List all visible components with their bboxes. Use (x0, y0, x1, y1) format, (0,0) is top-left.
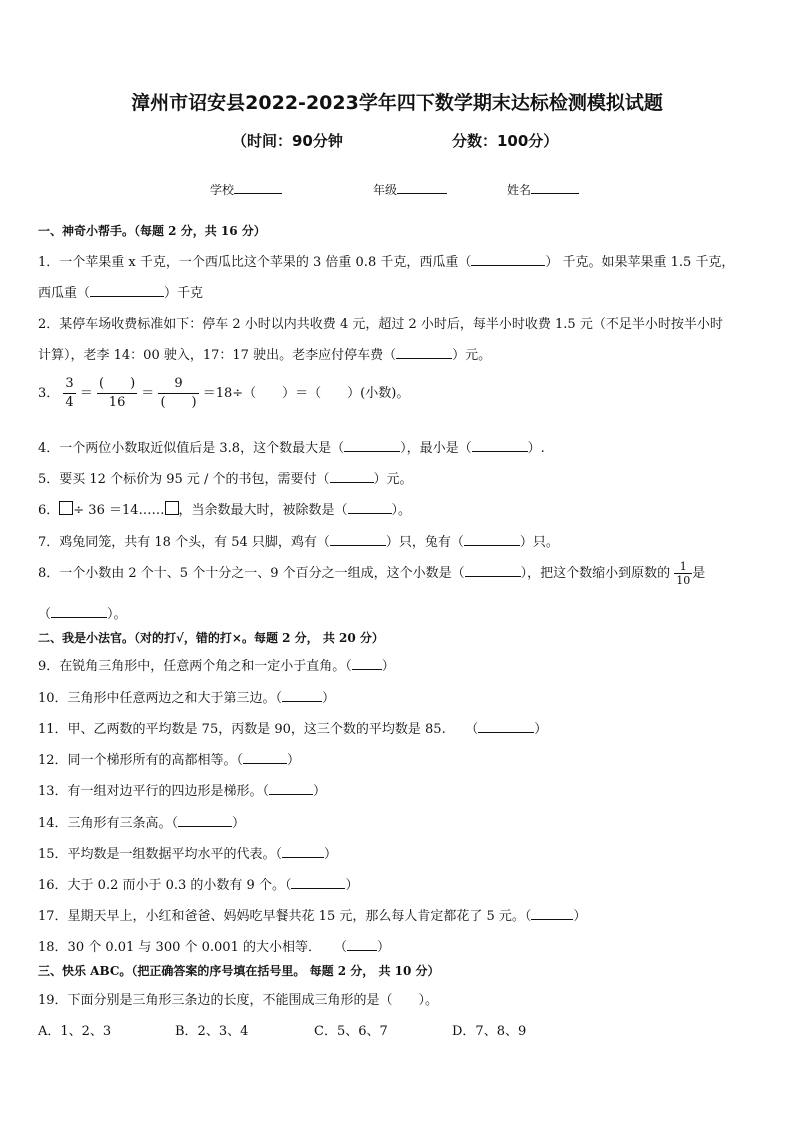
question-7: 7．鸡兔同笼，共有 18 个头，有 54 只脚，鸡有（ ）只，兔有（ ）只。 (38, 535, 559, 550)
judge-question: 9．在锐角三角形中，任意两个角之和一定小于直角。（ ） (38, 659, 395, 674)
school-blank[interactable] (234, 181, 282, 194)
judge-question: 14．三角形有三条高。（ ） (38, 816, 246, 831)
answer-blank[interactable] (51, 605, 107, 618)
answer-blank[interactable] (344, 439, 400, 452)
fraction-one-tenth: $\frac{1}{10}$ (676, 560, 691, 587)
fraction[interactable]: $\frac{( )}{16}$ (99, 376, 136, 410)
judge-question: 17．星期天早上，小红和爸爸、妈妈吃早餐共花 15 元，那么每人肯定都花了 5 元。（ ） (38, 909, 587, 924)
question-1: 1．一个苹果重 x 千克，一个西瓜比这个苹果的 3 倍重 0.8 千克，西瓜重（ ） 千克。如果苹果重 1.5 千克， (38, 255, 735, 270)
answer-blank[interactable] (472, 439, 528, 452)
question-8: 8．一个小数由 2 个十、5 个十分之一、9 个百分之一组成，这个小数是（ ），把这个数缩小到原数的 $\frac{1}{10}$ 是 (38, 560, 706, 587)
answer-blank[interactable] (330, 470, 374, 483)
option-a[interactable]: A．1、2、3 (38, 1024, 112, 1039)
answer-blank[interactable] (396, 346, 452, 359)
answer-blank[interactable] (90, 284, 164, 297)
answer-blank[interactable] (471, 253, 545, 266)
answer-blank[interactable] (531, 907, 573, 920)
exam-score: 分数：100分） (452, 132, 559, 150)
answer-blank[interactable] (269, 782, 313, 795)
grade-blank[interactable] (397, 181, 447, 194)
option-b[interactable]: B．2、3、4 (175, 1024, 249, 1039)
question-19: 19．下面分别是三角形三条边的长度，不能围成三角形的是（ ）。 (38, 993, 439, 1008)
question-1-cont: 西瓜重（ ）千克 (38, 286, 204, 301)
fraction: $\frac{3}{4}$ (65, 376, 74, 410)
section-2-heading: 二、我是小法官。（对的打√，错的打×。每题 2 分， 共 20 分） (38, 631, 384, 645)
question-4: 4．一个两位小数取近似值后是 3.8，这个数最大是（ ），最小是（ ）. (38, 441, 545, 456)
answer-blank[interactable] (347, 938, 377, 951)
judge-question: 18．30 个 0.01 与 300 个 0.001 的大小相等． （ ） (38, 940, 391, 955)
answer-blank[interactable] (282, 689, 322, 702)
answer-blank[interactable] (465, 564, 521, 577)
question-2-cont: 计算），老李 14：00 驶入，17：17 驶出。老李应付停车费（ ）元。 (38, 348, 492, 363)
judge-question: 13．有一组对边平行的四边形是梯形。（ ） (38, 784, 327, 799)
school-label: 学校 (210, 183, 235, 197)
name-label: 姓名 (507, 183, 532, 197)
answer-blank[interactable] (478, 720, 534, 733)
option-d[interactable]: D．7、8、9 (452, 1024, 527, 1039)
judge-question: 15．平均数是一组数据平均水平的代表。（ ） (38, 847, 338, 862)
answer-blank[interactable] (352, 657, 382, 670)
answer-blank[interactable] (243, 751, 287, 764)
section-3-heading: 三、快乐 ABC。（把正确答案的序号填在括号里。 每题 2 分， 共 10 分） (38, 964, 440, 978)
answer-blank[interactable] (464, 533, 520, 546)
question-2: 2．某停车场收费标准如下：停车 2 小时以内共收费 4 元，超过 2 小时后，每半小时收费 1.5 元（不足半小时按半小时 (38, 317, 723, 332)
section-1-heading: 一、神奇小帮手。（每题 2 分，共 16 分） (38, 224, 266, 238)
option-c[interactable]: C．5、6、7 (314, 1024, 388, 1039)
judge-question: 11．甲、乙两数的平均数是 75，丙数是 90，这三个数的平均数是 85. （ ） (38, 722, 548, 737)
question-5: 5．要买 12 个标价为 95 元 / 个的书包，需要付（ ）元。 (38, 472, 413, 487)
question-8-cont: （ ）。 (38, 607, 127, 622)
question-3: 3． $\frac{3}{4}$ ＝ $\frac{( )}{16}$ ＝ $\frac{9}{( )}$ ＝18÷（ ）＝（ ）(小数)。 (38, 376, 410, 410)
judge-question: 12．同一个梯形所有的高都相等。（ ） (38, 753, 301, 768)
name-blank[interactable] (531, 181, 579, 194)
exam-title: 漳州市诏安县2022-2023学年四下数学期末达标检测模拟试题 (131, 92, 663, 114)
judge-question: 16．大于 0.2 而小于 0.3 的小数有 9 个。（ ） (38, 878, 359, 893)
answer-blank[interactable] (178, 814, 232, 827)
fraction[interactable]: $\frac{9}{( )}$ (160, 376, 197, 410)
answer-blank[interactable] (282, 845, 324, 858)
question-6: 6． ÷ 36 ＝14…… ，当余数最大时，被除数是（ ）。 (38, 503, 412, 518)
answer-blank[interactable] (330, 533, 386, 546)
answer-blank[interactable] (348, 501, 392, 514)
judge-question: 10．三角形中任意两边之和大于第三边。（ ） (38, 691, 336, 706)
remainder-box (165, 501, 179, 515)
exam-time: （时间：90分钟 (232, 132, 343, 150)
dividend-box (59, 501, 73, 515)
grade-label: 年级 (373, 183, 398, 197)
answer-blank[interactable] (291, 876, 345, 889)
